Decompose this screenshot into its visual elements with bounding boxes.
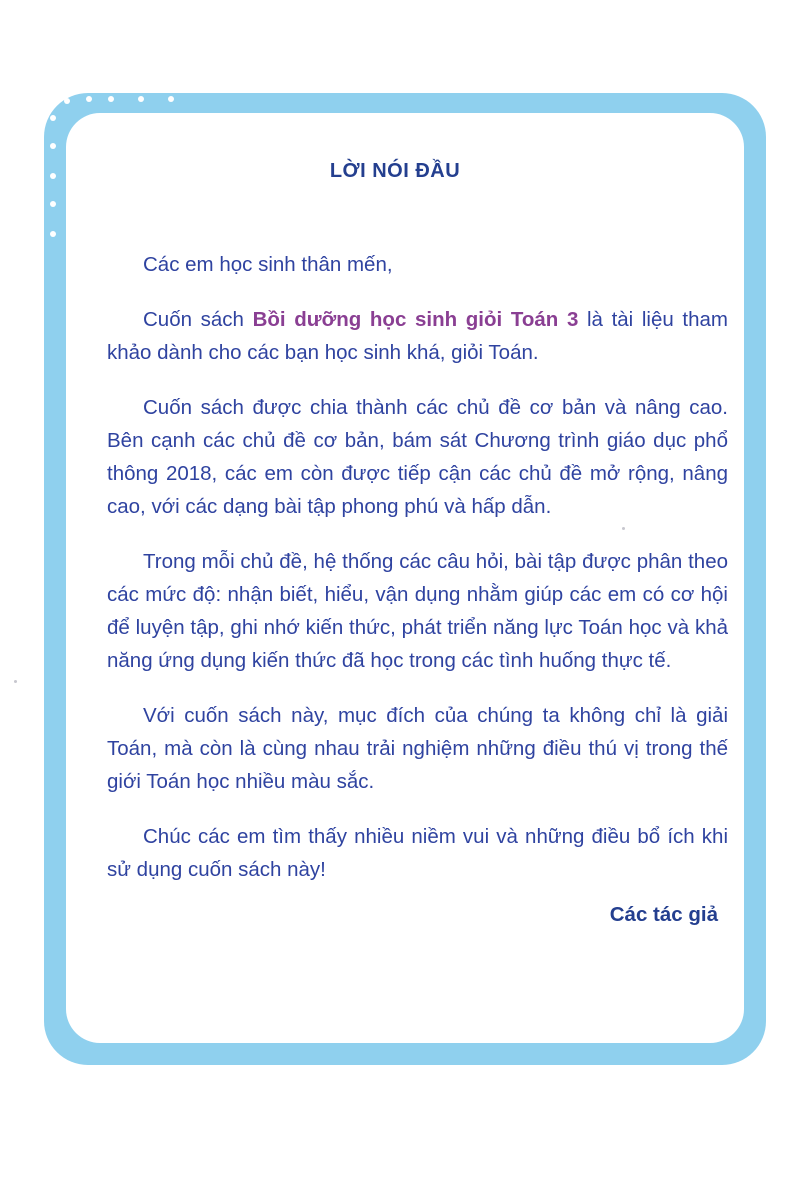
decorative-dot [50, 115, 56, 121]
decorative-dot [50, 143, 56, 149]
intro-paragraph [107, 303, 728, 369]
scan-speck [14, 680, 17, 683]
greeting-paragraph: Các em học sinh thân mến, [143, 253, 393, 276]
intro-text-after: là tài liệu tham khảo dành cho các bạn học sinh khá, giỏi Toán. [107, 308, 729, 364]
author-signature: Các tác giả [609, 903, 718, 926]
purpose-paragraph: Với cuốn sách này, mục đích của chúng ta không chỉ là giải Toán, mà còn là cùng nhau trải nghiệm những điều thú vị trong thế giới Toán học nhiều màu sắc. [107, 704, 728, 793]
intro-text-before: Cuốn sách [143, 308, 253, 331]
preface-body [107, 248, 728, 908]
wishes-paragraph: Chúc các em tìm thấy nhiều niềm vui và những điều bổ ích khi sử dụng cuốn sách này! [107, 825, 728, 881]
decorative-dot [64, 98, 70, 104]
decorative-dot [50, 201, 56, 207]
decorative-dot [138, 96, 144, 102]
decorative-dot [108, 96, 114, 102]
book-title-highlight: Bồi dưỡng học sinh giỏi Toán 3 [252, 308, 579, 331]
decorative-dot [86, 96, 92, 102]
exercises-paragraph: Trong mỗi chủ đề, hệ thống các câu hỏi, bài tập được phân theo các mức độ: nhận biết, hiểu, vận dụng nhằm giúp các em có cơ hội để luyện tập, ghi nhớ kiến thức, phát triển năng lực Toán học và khả năng ứng dụng kiến thức đã học trong các tình huống thực tế. [107, 550, 728, 672]
decorative-dot [168, 96, 174, 102]
structure-paragraph: Cuốn sách được chia thành các chủ đề cơ bản và nâng cao. Bên cạnh các chủ đề cơ bản, bám sát Chương trình giáo dục phổ thông 2018, các em còn được tiếp cận các chủ đề mở rộng, nâng cao, với các dạng bài tập phong phú và hấp dẫn. [107, 396, 728, 518]
decorative-dot [50, 231, 56, 237]
page-title: LỜI NÓI ĐẦU [329, 160, 461, 182]
